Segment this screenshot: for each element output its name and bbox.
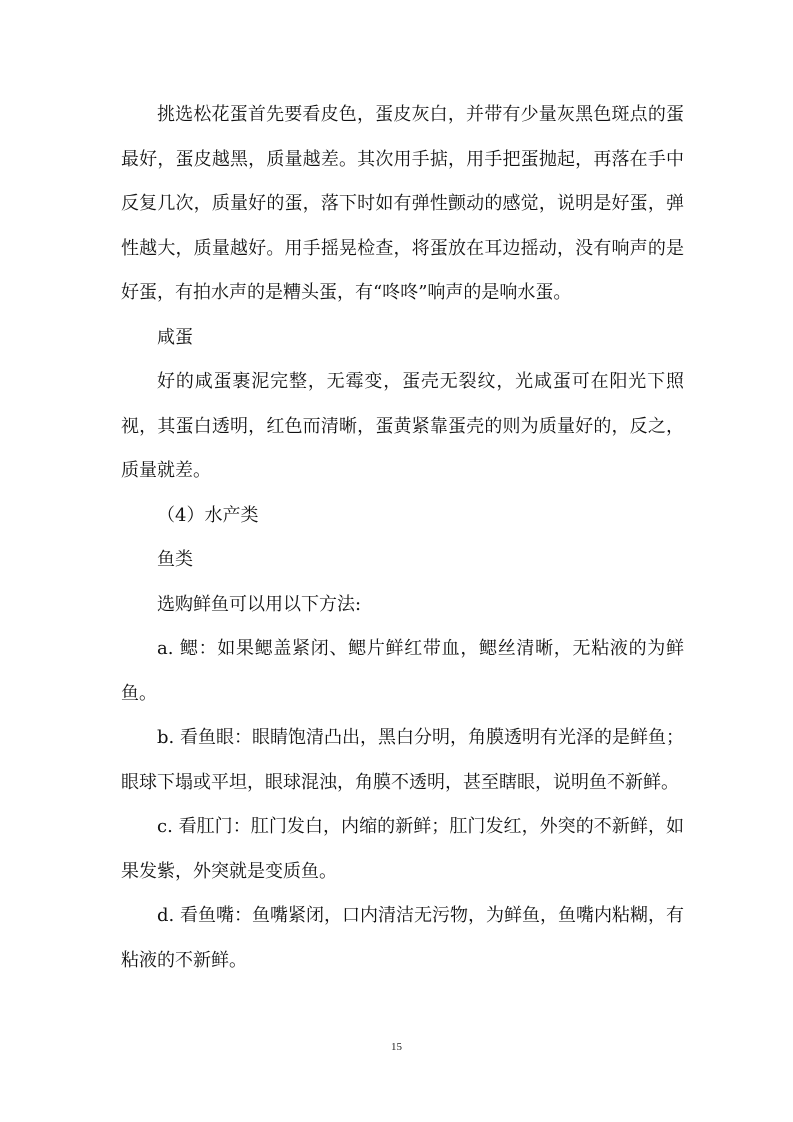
document-body bbox=[121, 93, 684, 983]
page-number: 15 bbox=[391, 1041, 402, 1053]
paragraph-eye: b. 看鱼眼：眼睛饱清凸出，黑白分明，角膜透明有光泽的是鲜鱼；眼球下塌或平坦，眼球混浊，角膜不透明，甚至瞎眼，说明鱼不新鲜。 bbox=[121, 727, 684, 793]
heading-xiandan: 咸蛋 bbox=[157, 326, 193, 348]
paragraph-mouth: d. 看鱼嘴：鱼嘴紧闭，口内清洁无污物，为鲜鱼，鱼嘴内粘糊，有粘液的不新鲜。 bbox=[121, 905, 684, 971]
paragraph-method-intro: 选购鲜鱼可以用以下方法: bbox=[157, 593, 362, 615]
heading-shuichan: （4）水产类 bbox=[157, 504, 259, 526]
heading-yulei: 鱼类 bbox=[157, 549, 193, 570]
paragraph-gill: a. 鳃：如果鳃盖紧闭、鳃片鲜红带血，鳃丝清晰，无粘液的为鲜鱼。 bbox=[121, 638, 684, 704]
paragraph-songhuadan: 挑选松花蛋首先要看皮色，蛋皮灰白，并带有少量灰黑色斑点的蛋最好，蛋皮越黑，质量越差。其次用手掂，用手把蛋抛起，再落在手中反复几次，质量好的蛋，落下时如有弹性颤动的感觉，说明是好蛋，弹性越大，质量越好。用手摇晃检查，将蛋放在耳边摇动，没有响声的是好蛋，有拍水声的是糟头蛋，有“咚咚”响声的是响水蛋。 bbox=[121, 104, 684, 303]
paragraph-xiandan: 好的咸蛋裹泥完整，无霉变，蛋壳无裂纹，光咸蛋可在阳光下照视，其蛋白透明，红色而清晰，蛋黄紧靠蛋壳的则为质量好的，反之，质量就差。 bbox=[121, 371, 684, 481]
paragraph-anus: c. 看肛门：肛门发白，内缩的新鲜；肛门发红，外突的不新鲜，如果发紫，外突就是变质鱼。 bbox=[121, 816, 684, 882]
